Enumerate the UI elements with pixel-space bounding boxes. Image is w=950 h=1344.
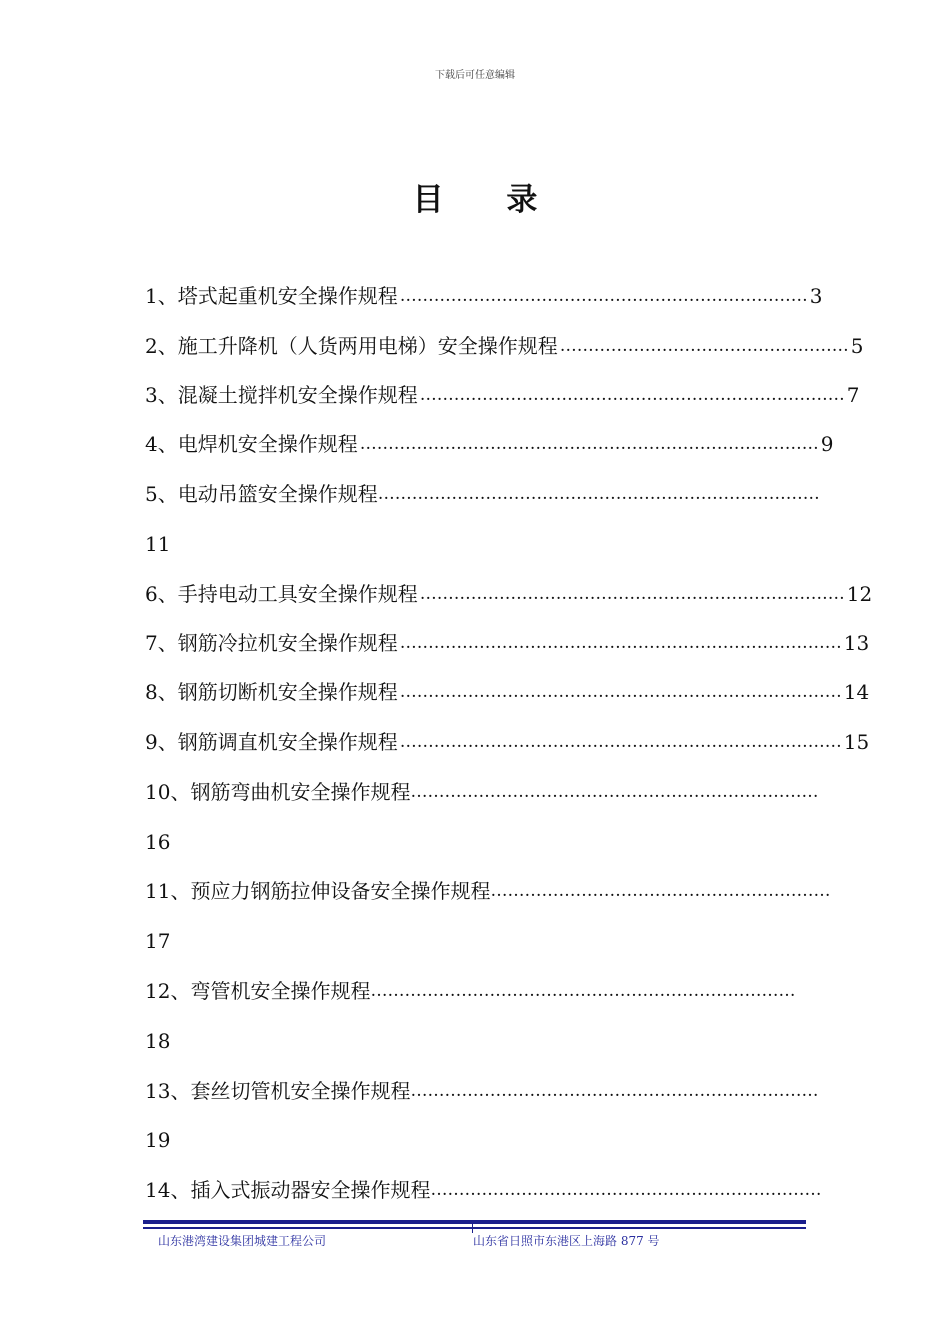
toc-entry-label: 14、插入式振动器安全操作规程 [145,1178,431,1202]
toc-page-number: 17 [145,929,171,953]
toc-page-number: 11 [145,532,171,556]
toc-entry[interactable] [145,479,820,509]
toc-page-number: 18 [145,1029,171,1053]
toc-entry-label: 10、钢筋弯曲机安全操作规程 [145,780,411,804]
toc-entry-label: 13、套丝切管机安全操作规程 [145,1079,411,1103]
toc-page-number: 19 [145,1128,171,1152]
toc-entry[interactable] [145,976,795,1006]
toc-entry[interactable] [145,331,864,361]
toc-leader: …………………………………………………… [490,881,831,901]
toc-leader: ………………………………………………………………… [419,584,845,604]
toc-entry-label: 7、钢筋冷拉机安全操作规程 [145,631,398,655]
toc-leader: …………………………………………… [559,336,849,356]
toc-page-number: 13 [843,631,870,655]
toc-entry[interactable] [145,281,823,311]
toc-leader: ……………………………………………………………………… [359,434,819,454]
toc-leader: …………………………………………………………………… [399,732,842,752]
header-note: 下载后可任意编辑 [435,70,515,81]
toc-page-number: 14 [843,680,870,704]
toc-entry[interactable] [145,677,870,707]
toc-leader: ………………………………………………………………… [370,981,796,1001]
toc-leader: …………………………………………………………………… [377,484,820,504]
toc-leader: ……………………………………………………………… [410,1081,819,1101]
toc-entry[interactable] [145,628,870,658]
toc-leader: ……………………………………………………………… [410,782,819,802]
page-title: 目 录 [412,182,564,218]
toc-entry-label: 6、手持电动工具安全操作规程 [145,582,418,606]
toc-entry-label: 1、塔式起重机安全操作规程 [145,284,398,308]
toc-entry-label: 2、施工升降机（人货两用电梯）安全操作规程 [145,334,558,358]
footer-divider-thin [143,1227,806,1229]
footer-company: 山东港湾建设集团城建工程公司 [158,1234,327,1248]
toc-entry[interactable] [145,429,834,459]
toc-entry-label: 8、钢筋切断机安全操作规程 [145,680,398,704]
footer-divider-thick [143,1220,806,1224]
toc-page-number: 7 [846,383,860,407]
toc-page-number: 15 [843,730,870,754]
toc-entry-label: 5、电动吊篮安全操作规程 [145,482,378,506]
footer-address: 山东省日照市东港区上海路 877 号 [473,1234,660,1248]
toc-leader: …………………………………………………………… [430,1180,822,1200]
toc-entry-label: 4、电焊机安全操作规程 [145,432,358,456]
toc-entry[interactable] [145,1175,822,1205]
toc-entry[interactable] [145,777,819,807]
toc-leader: …………………………………………………………………… [399,633,842,653]
toc-page-number: 3 [809,284,823,308]
toc-page-number: 12 [846,582,873,606]
toc-leader: ……………………………………………………………… [399,286,808,306]
toc-entry-label: 12、弯管机安全操作规程 [145,979,371,1003]
toc-entry-label: 3、混凝土搅拌机安全操作规程 [145,383,418,407]
toc-entry[interactable] [145,1076,819,1106]
toc-leader: …………………………………………………………………… [399,682,842,702]
toc-entry[interactable] [145,579,873,609]
toc-entry-label: 9、钢筋调直机安全操作规程 [145,730,398,754]
toc-page-number: 5 [850,334,864,358]
toc-entry[interactable] [145,727,870,757]
toc-entry-label: 11、预应力钢筋拉伸设备安全操作规程 [145,879,491,903]
toc-leader: ………………………………………………………………… [419,385,845,405]
toc-entry[interactable] [145,876,831,906]
toc-page-number: 9 [820,432,834,456]
toc-page-number: 16 [145,830,171,854]
toc-entry[interactable] [145,380,860,410]
